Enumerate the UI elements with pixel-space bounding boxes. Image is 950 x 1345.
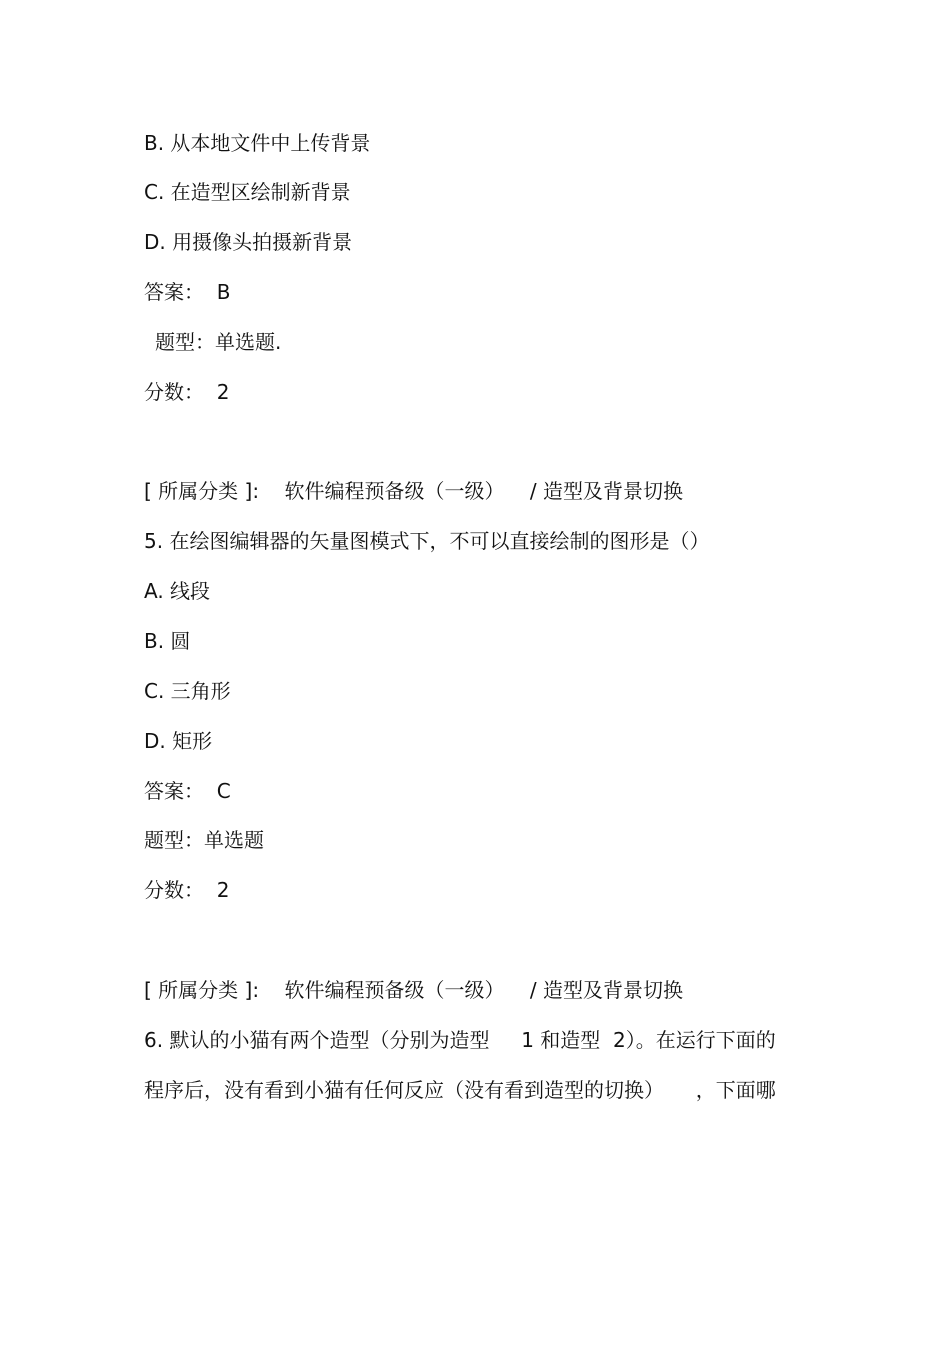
- q6-question-line1: 6. 默认的小猫有两个造型（分别为造型 1 和造型 2）。在运行下面的: [144, 1028, 776, 1052]
- q4-type: 题型：单选题.: [155, 330, 282, 354]
- q4-option-c: C. 在造型区绘制新背景: [144, 180, 351, 204]
- q5-category: [ 所属分类 ]: 软件编程预备级（一级） / 造型及背景切换: [144, 479, 684, 503]
- q5-option-a: A. 线段: [144, 579, 211, 603]
- q4-answer: 答案： B: [144, 280, 231, 304]
- q5-type: 题型：单选题: [144, 828, 264, 852]
- q5-question: 5. 在绘图编辑器的矢量图模式下，不可以直接绘制的图形是（）: [144, 529, 710, 553]
- q5-option-d: D. 矩形: [144, 729, 213, 753]
- q6-question-line2: 程序后，没有看到小猫有任何反应（没有看到造型的切换） ，下面哪: [144, 1078, 776, 1102]
- q5-option-c: C. 三角形: [144, 679, 231, 703]
- q6-category: [ 所属分类 ]: 软件编程预备级（一级） / 造型及背景切换: [144, 978, 684, 1002]
- q5-answer: 答案： C: [144, 779, 231, 803]
- q4-option-b: B. 从本地文件中上传背景: [144, 131, 371, 155]
- q4-option-d: D. 用摄像头拍摄新背景: [144, 230, 353, 254]
- q5-option-b: B. 圆: [144, 629, 191, 653]
- q4-score: 分数： 2: [144, 380, 230, 404]
- q5-score: 分数： 2: [144, 878, 230, 902]
